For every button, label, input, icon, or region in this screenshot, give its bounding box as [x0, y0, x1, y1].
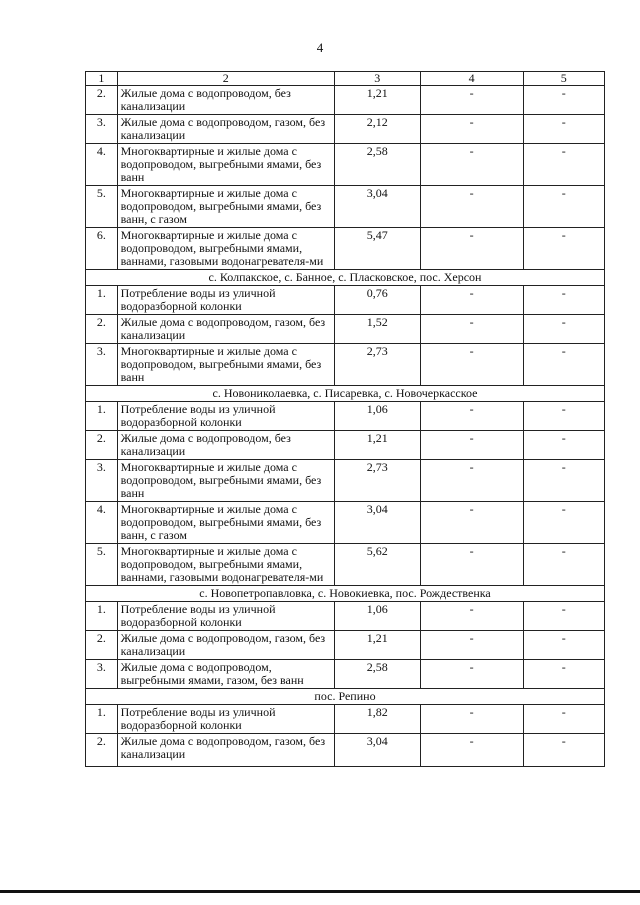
row-number: 2. [86, 86, 118, 115]
row-value-col4: - [420, 228, 523, 270]
table-body [86, 72, 605, 767]
row-value-col3: 1,21 [334, 631, 420, 660]
section-title: с. Новопетропавловка, с. Новокиевка, пос. Рождественка [86, 586, 605, 602]
table-row [86, 402, 605, 431]
row-value-col4: - [420, 460, 523, 502]
header-col-2: 2 [117, 72, 334, 86]
row-number: 3. [86, 115, 118, 144]
row-value-col5: - [523, 115, 604, 144]
row-value-col4: - [420, 631, 523, 660]
row-value-col5: - [523, 660, 604, 689]
row-number: 3. [86, 660, 118, 689]
header-col-3: 3 [334, 72, 420, 86]
row-description: Жилые дома с водопроводом, выгребными ямами, газом, без ванн [117, 660, 334, 689]
row-description: Многоквартирные и жилые дома с водопроводом, выгребными ямами, без ванн [117, 144, 334, 186]
row-value-col5: - [523, 144, 604, 186]
row-description: Многоквартирные и жилые дома с водопроводом, выгребными ямами, без ванн [117, 460, 334, 502]
row-value-col3: 3,04 [334, 186, 420, 228]
table-row [86, 315, 605, 344]
row-number: 3. [86, 460, 118, 502]
row-value-col5: - [523, 460, 604, 502]
row-description: Многоквартирные и жилые дома с водопроводом, выгребными ямами, ваннами, газовыми водонагревателя-ми [117, 544, 334, 586]
table-row [86, 631, 605, 660]
row-description: Потребление воды из уличной водоразборной колонки [117, 602, 334, 631]
row-value-col5: - [523, 228, 604, 270]
row-value-col3: 2,58 [334, 144, 420, 186]
row-value-col5: - [523, 344, 604, 386]
row-description: Потребление воды из уличной водоразборной колонки [117, 286, 334, 315]
row-number: 2. [86, 431, 118, 460]
row-value-col3: 2,73 [334, 344, 420, 386]
table-row [86, 344, 605, 386]
row-value-col5: - [523, 502, 604, 544]
row-description: Жилые дома с водопроводом, без канализации [117, 431, 334, 460]
row-description: Жилые дома с водопроводом, газом, без канализации [117, 631, 334, 660]
row-value-col4: - [420, 602, 523, 631]
section-title: пос. Репино [86, 689, 605, 705]
row-number: 3. [86, 344, 118, 386]
row-value-col3: 3,04 [334, 734, 420, 767]
table-row [86, 228, 605, 270]
row-value-col3: 2,12 [334, 115, 420, 144]
table-row [86, 144, 605, 186]
row-description: Многоквартирные и жилые дома с водопроводом, выгребными ямами, ваннами, газовыми водонагревателя-ми [117, 228, 334, 270]
row-value-col4: - [420, 544, 523, 586]
row-value-col4: - [420, 734, 523, 767]
table-row [86, 115, 605, 144]
row-number: 5. [86, 544, 118, 586]
header-col-4: 4 [420, 72, 523, 86]
row-value-col5: - [523, 631, 604, 660]
section-row [86, 586, 605, 602]
row-value-col4: - [420, 86, 523, 115]
row-description: Потребление воды из уличной водоразборной колонки [117, 705, 334, 734]
row-value-col4: - [420, 144, 523, 186]
table-row [86, 460, 605, 502]
row-value-col5: - [523, 431, 604, 460]
row-number: 1. [86, 705, 118, 734]
row-value-col5: - [523, 86, 604, 115]
row-description: Многоквартирные и жилые дома с водопроводом, выгребными ямами, без ванн, с газом [117, 502, 334, 544]
row-description: Жилые дома с водопроводом, без канализации [117, 86, 334, 115]
row-value-col5: - [523, 705, 604, 734]
row-value-col5: - [523, 186, 604, 228]
tariff-table [85, 71, 605, 767]
row-number: 4. [86, 502, 118, 544]
table-row [86, 734, 605, 767]
section-title: с. Новониколаевка, с. Писаревка, с. Новочеркасское [86, 386, 605, 402]
row-value-col3: 1,82 [334, 705, 420, 734]
row-value-col4: - [420, 315, 523, 344]
row-value-col4: - [420, 115, 523, 144]
table-row [86, 602, 605, 631]
table-row [86, 544, 605, 586]
page-number: 4 [316, 40, 324, 55]
section-row [86, 386, 605, 402]
row-value-col5: - [523, 734, 604, 767]
section-title: с. Колпакское, с. Банное, с. Пласковское, пос. Херсон [86, 270, 605, 286]
row-value-col4: - [420, 705, 523, 734]
row-value-col3: 0,76 [334, 286, 420, 315]
row-value-col3: 5,62 [334, 544, 420, 586]
row-description: Жилые дома с водопроводом, газом, без канализации [117, 315, 334, 344]
row-value-col3: 5,47 [334, 228, 420, 270]
row-number: 6. [86, 228, 118, 270]
row-value-col3: 2,73 [334, 460, 420, 502]
header-col-5: 5 [523, 72, 604, 86]
row-number: 2. [86, 734, 118, 767]
table-row [86, 86, 605, 115]
row-value-col4: - [420, 186, 523, 228]
row-description: Потребление воды из уличной водоразборной колонки [117, 402, 334, 431]
row-value-col3: 3,04 [334, 502, 420, 544]
header-col-1: 1 [86, 72, 118, 86]
row-value-col3: 1,06 [334, 602, 420, 631]
row-value-col3: 1,52 [334, 315, 420, 344]
row-number: 1. [86, 602, 118, 631]
row-description: Многоквартирные и жилые дома с водопроводом, выгребными ямами, без ванн, с газом [117, 186, 334, 228]
table-row [86, 660, 605, 689]
row-value-col3: 2,58 [334, 660, 420, 689]
row-description: Жилые дома с водопроводом, газом, без канализации [117, 115, 334, 144]
row-value-col4: - [420, 502, 523, 544]
table-row [86, 286, 605, 315]
row-value-col5: - [523, 315, 604, 344]
row-number: 2. [86, 631, 118, 660]
section-row [86, 689, 605, 705]
table-row [86, 705, 605, 734]
row-description: Многоквартирные и жилые дома с водопроводом, выгребными ямами, без ванн [117, 344, 334, 386]
row-value-col5: - [523, 402, 604, 431]
row-number: 2. [86, 315, 118, 344]
row-value-col4: - [420, 286, 523, 315]
row-value-col4: - [420, 660, 523, 689]
row-number: 4. [86, 144, 118, 186]
row-value-col3: 1,21 [334, 431, 420, 460]
row-value-col3: 1,06 [334, 402, 420, 431]
row-number: 5. [86, 186, 118, 228]
row-value-col4: - [420, 344, 523, 386]
table-row [86, 431, 605, 460]
section-row [86, 270, 605, 286]
row-value-col5: - [523, 544, 604, 586]
row-value-col4: - [420, 402, 523, 431]
table-row [86, 502, 605, 544]
row-description: Жилые дома с водопроводом, газом, без канализации [117, 734, 334, 767]
row-number: 1. [86, 286, 118, 315]
row-value-col4: - [420, 431, 523, 460]
row-value-col5: - [523, 286, 604, 315]
table-header-row [86, 72, 605, 86]
bottom-rule [0, 890, 640, 893]
row-number: 1. [86, 402, 118, 431]
table-row [86, 186, 605, 228]
row-value-col3: 1,21 [334, 86, 420, 115]
row-value-col5: - [523, 602, 604, 631]
